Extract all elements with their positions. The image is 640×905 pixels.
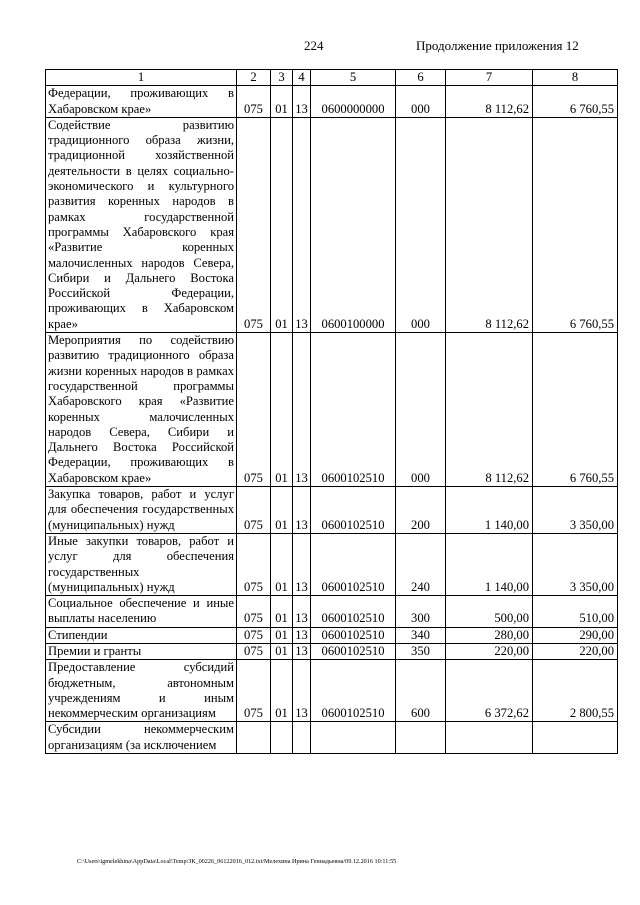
ministry-code-cell: 075 [237, 660, 271, 722]
amount-year1-cell: 220,00 [446, 643, 533, 659]
table-row [46, 117, 618, 332]
ministry-code-cell: 075 [237, 596, 271, 628]
row-name-cell: Содействие развитию традиционного образа жизни, традиционной хозяйственной деятельности в целях социально-экономического и культурного развития коренных народов в рамках государственной программы Хабаровского края «Развитие коренных малочисленных народов Севера, Сибири и Дальнего Востока Российской Федерации, проживающих в Хабаровском крае» [46, 117, 237, 332]
subsection-code-cell: 13 [293, 533, 311, 595]
target-article-cell: 0600102510 [311, 596, 396, 628]
amount-year2-cell: 510,00 [533, 596, 618, 628]
target-article-cell [311, 722, 396, 754]
table-row [46, 487, 618, 534]
amount-year2-cell [533, 722, 618, 754]
column-header: 2 [237, 70, 271, 86]
table-row [46, 596, 618, 628]
target-article-cell: 0600102510 [311, 333, 396, 487]
row-name-cell: Федерации, проживающих в Хабаровском крае» [46, 86, 237, 118]
subsection-code-cell: 13 [293, 117, 311, 332]
target-article-cell: 0600000000 [311, 86, 396, 118]
amount-year1-cell: 280,00 [446, 627, 533, 643]
expense-type-cell: 600 [396, 660, 446, 722]
ministry-code-cell: 075 [237, 533, 271, 595]
column-header: 7 [446, 70, 533, 86]
amount-year2-cell: 6 760,55 [533, 86, 618, 118]
amount-year1-cell: 6 372,62 [446, 660, 533, 722]
section-code-cell: 01 [271, 333, 293, 487]
table-row [46, 627, 618, 643]
row-name-cell: Премии и гранты [46, 643, 237, 659]
amount-year2-cell: 220,00 [533, 643, 618, 659]
ministry-code-cell: 075 [237, 86, 271, 118]
ministry-code-cell: 075 [237, 627, 271, 643]
expense-type-cell [396, 722, 446, 754]
amount-year2-cell: 2 800,55 [533, 660, 618, 722]
row-name-cell: Иные закупки товаров, работ и услуг для обеспечения государственных (муниципальных) нужд [46, 533, 237, 595]
column-header: 3 [271, 70, 293, 86]
expense-type-cell: 200 [396, 487, 446, 534]
row-name-cell: Субсидии некоммерческим организациям (за исключением [46, 722, 237, 754]
section-code-cell: 01 [271, 86, 293, 118]
budget-table [45, 69, 618, 754]
section-code-cell: 01 [271, 487, 293, 534]
target-article-cell: 0600102510 [311, 643, 396, 659]
table-row [46, 86, 618, 118]
amount-year1-cell: 8 112,62 [446, 86, 533, 118]
row-name-cell: Социальное обеспечение и иные выплаты населению [46, 596, 237, 628]
amount-year1-cell: 1 140,00 [446, 533, 533, 595]
subsection-code-cell: 13 [293, 86, 311, 118]
appendix-continuation-label: Продолжение приложения 12 [416, 38, 579, 53]
section-code-cell: 01 [271, 533, 293, 595]
subsection-code-cell: 13 [293, 627, 311, 643]
expense-type-cell: 350 [396, 643, 446, 659]
amount-year2-cell: 6 760,55 [533, 333, 618, 487]
section-code-cell: 01 [271, 117, 293, 332]
amount-year1-cell: 1 140,00 [446, 487, 533, 534]
amount-year1-cell: 8 112,62 [446, 333, 533, 487]
row-name-cell: Стипендии [46, 627, 237, 643]
target-article-cell: 0600100000 [311, 117, 396, 332]
table-row [46, 333, 618, 487]
amount-year2-cell: 3 350,00 [533, 487, 618, 534]
amount-year2-cell: 290,00 [533, 627, 618, 643]
target-article-cell: 0600102510 [311, 533, 396, 595]
ministry-code-cell: 075 [237, 333, 271, 487]
table-row [46, 643, 618, 659]
amount-year2-cell: 6 760,55 [533, 117, 618, 332]
section-code-cell: 01 [271, 643, 293, 659]
expense-type-cell: 340 [396, 627, 446, 643]
expense-type-cell: 300 [396, 596, 446, 628]
ministry-code-cell [237, 722, 271, 754]
subsection-code-cell: 13 [293, 487, 311, 534]
subsection-code-cell: 13 [293, 643, 311, 659]
expense-type-cell: 000 [396, 333, 446, 487]
amount-year1-cell: 8 112,62 [446, 117, 533, 332]
ministry-code-cell: 075 [237, 643, 271, 659]
column-header: 6 [396, 70, 446, 86]
page-number: 224 [304, 38, 324, 53]
target-article-cell: 0600102510 [311, 627, 396, 643]
row-name-cell: Мероприятия по содействию развитию традиционного образа жизни коренных народов в рамках государственной программы Хабаровского края «Развитие коренных малочисленных народов Севера, Сибири и Дальнего Востока Российской Федерации, проживающих в Хабаровском крае» [46, 333, 237, 487]
document-footer-path: C:\Users\igmelekhina\AppData\Local\Temp\ЗК_00226_06122016_012.txt/Мелехина Ирина Геннадьевна/09.12.2016 10:11:55 [77, 858, 397, 865]
subsection-code-cell: 13 [293, 660, 311, 722]
amount-year2-cell: 3 350,00 [533, 533, 618, 595]
subsection-code-cell: 13 [293, 333, 311, 487]
column-header: 5 [311, 70, 396, 86]
section-code-cell [271, 722, 293, 754]
section-code-cell: 01 [271, 596, 293, 628]
expense-type-cell: 000 [396, 117, 446, 332]
table-row [46, 722, 618, 754]
target-article-cell: 0600102510 [311, 487, 396, 534]
table-row [46, 660, 618, 722]
row-name-cell: Закупка товаров, работ и услуг для обеспечения государственных (муниципальных) нужд [46, 487, 237, 534]
subsection-code-cell [293, 722, 311, 754]
table-header-row [46, 70, 618, 86]
ministry-code-cell: 075 [237, 117, 271, 332]
amount-year1-cell: 500,00 [446, 596, 533, 628]
section-code-cell: 01 [271, 660, 293, 722]
target-article-cell: 0600102510 [311, 660, 396, 722]
section-code-cell: 01 [271, 627, 293, 643]
expense-type-cell: 240 [396, 533, 446, 595]
column-header: 8 [533, 70, 618, 86]
ministry-code-cell: 075 [237, 487, 271, 534]
column-header: 4 [293, 70, 311, 86]
subsection-code-cell: 13 [293, 596, 311, 628]
row-name-cell: Предоставление субсидий бюджетным, автономным учреждениям и иным некоммерческим организациям [46, 660, 237, 722]
amount-year1-cell [446, 722, 533, 754]
expense-type-cell: 000 [396, 86, 446, 118]
column-header: 1 [46, 70, 237, 86]
table-row [46, 533, 618, 595]
